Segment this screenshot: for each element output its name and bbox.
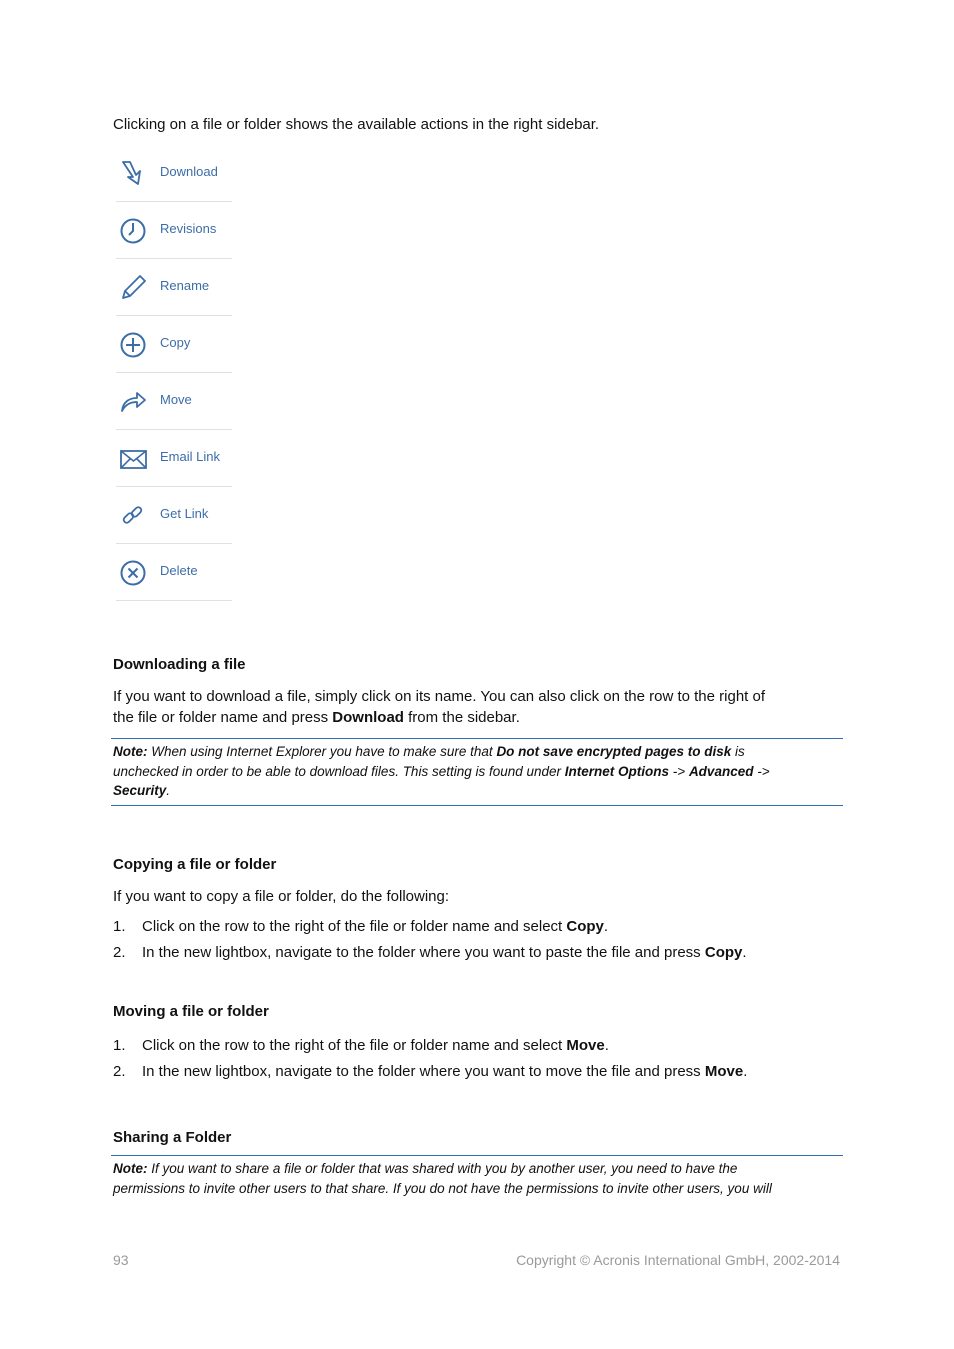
sidebar-item-label: Delete [160,563,198,578]
copy-intro: If you want to copy a file or folder, do the following: [113,888,450,905]
clock-icon [119,216,147,244]
step-bold-text: Move [704,1063,744,1080]
plus-circle-icon [119,330,147,358]
step-text: In the new lightbox, navigate to the folder where you want to move the file and press [142,1063,705,1080]
note-text: When using Internet Explorer you have to make sure that [147,744,497,759]
download-arrow-icon [119,159,147,187]
list-item [113,1059,848,1085]
section-heading-share: Sharing a Folder [113,1129,232,1146]
note-label: Note: [113,1161,148,1176]
sidebar-item-label: Email Link [160,449,220,464]
step-bold-text: Move [566,1037,605,1054]
step-bold-text: Copy [566,918,604,935]
copyright-text: Copyright © Acronis International GmbH, 2002-2014 [516,1252,840,1268]
paragraph-text: If you want to download a file, simply click on its name. You can also click on the row to the right of [113,688,766,705]
step-bold-text: Copy [704,944,743,961]
sidebar-item-revisions[interactable] [116,202,232,259]
sidebar-item-label: Rename [160,278,210,293]
step-number: 2. [113,944,126,961]
x-circle-icon [119,558,147,586]
step-text: . [742,944,747,961]
page-number: 93 [113,1252,129,1268]
step-text: Click on the row to the right of the file or folder name and select [142,918,567,935]
step-number: 1. [113,1037,126,1054]
note-bold-text: Do not save encrypted pages to disk [496,744,732,759]
note-text: -> [753,763,770,779]
pencil-icon [119,273,147,301]
section-heading-copy: Copying a file or folder [113,856,277,873]
note-text: is [731,744,745,759]
note-text: -> [669,763,689,779]
note-label: Note: [113,744,148,759]
sidebar-item-label: Copy [160,335,191,350]
download-note [111,738,843,806]
sidebar-item-label: Move [160,392,192,407]
note-text: unchecked in order to be able to download files. This setting is found under [113,763,565,779]
paragraph-text: the file or folder name and press [113,709,333,726]
note-bold-text: Security [113,783,167,798]
note-text: . [166,783,171,798]
envelope-icon [119,444,147,472]
action-sidebar [116,145,232,601]
list-item [113,940,848,966]
section-heading-move: Moving a file or folder [113,1003,269,1020]
section-heading-download: Downloading a file [113,656,246,673]
paragraph-bold-text: Download [332,709,404,726]
step-number: 1. [113,918,126,935]
sidebar-item-get-link[interactable] [116,487,232,544]
step-text: . [604,1037,609,1054]
sidebar-item-label: Get Link [160,506,209,521]
share-arrow-icon [119,387,147,415]
copy-steps [113,914,848,966]
note-text: If you want to share a file or folder that was shared with you by another user, you need to have the [147,1161,738,1176]
step-text: . [743,1063,748,1080]
download-paragraph [113,686,843,728]
sidebar-item-label: Download [160,164,218,179]
list-item [113,914,848,940]
sidebar-item-download[interactable] [116,145,232,202]
step-text: In the new lightbox, navigate to the folder where you want to paste the file and press [142,944,705,961]
intro-text: Clicking on a file or folder shows the available actions in the right sidebar. [113,116,600,133]
paragraph-text: from the sidebar. [403,709,520,726]
share-note [111,1155,843,1202]
sidebar-item-move[interactable] [116,373,232,430]
step-number: 2. [113,1063,126,1080]
move-steps [113,1033,848,1085]
sidebar-item-copy[interactable] [116,316,232,373]
note-bold-text: Advanced [688,763,754,779]
step-text: . [603,918,609,935]
sidebar-item-rename[interactable] [116,259,232,316]
note-text: permissions to invite other users to that share. If you do not have the permissions to invite other users, you will [113,1180,772,1196]
note-bold-text: Internet Options [564,763,670,779]
list-item [113,1033,848,1059]
step-text: Click on the row to the right of the file or folder name and select [142,1037,567,1054]
link-icon [119,501,147,529]
sidebar-item-label: Revisions [160,221,217,236]
sidebar-item-email-link[interactable] [116,430,232,487]
sidebar-item-delete[interactable] [116,544,232,601]
